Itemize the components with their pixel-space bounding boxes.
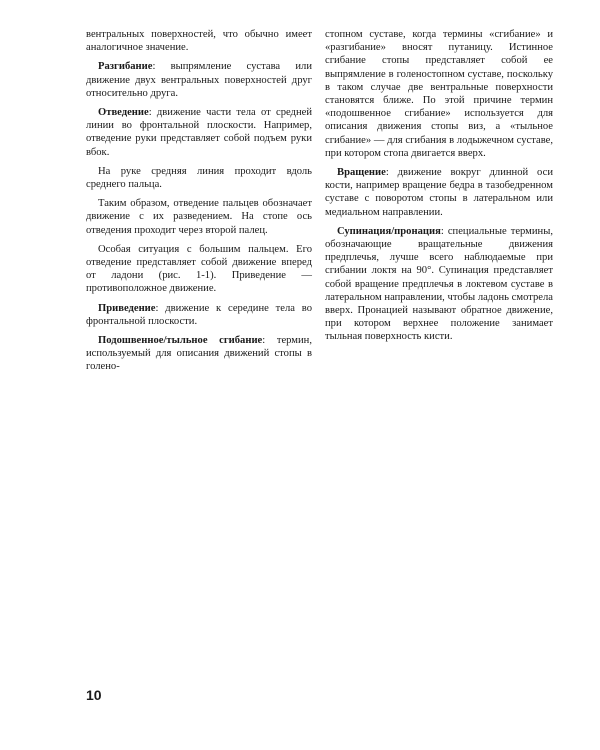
term-plantar-dorsal: Подошвенное/тыльное сгибание	[98, 335, 263, 347]
page-number: 10	[86, 687, 102, 703]
paragraph-adduction	[86, 302, 312, 328]
term-rotation: Вращение	[337, 167, 386, 179]
definition-extension: : выпрямление сустава или движение двух вентральных поверхностей друг относительно друга.	[86, 61, 312, 99]
paragraph-rotation	[325, 166, 553, 219]
paragraph-extension	[86, 60, 312, 100]
paragraph-finger-abduction: Таким образом, отведение пальцев обозначает движение с их разведением. На стопе ось отведения проходит через второй палец.	[86, 198, 312, 236]
term-extension: Разгибание	[98, 61, 153, 73]
definition-plantar-dorsal: : термин, используемый для описания движений стопы в голено-	[86, 335, 312, 373]
definition-adduction: : движение к середине тела во фронтальной плоскости.	[86, 302, 312, 327]
paragraph-continuation: вентральных поверхностей, что обычно имеет аналогичное значение.	[86, 29, 312, 54]
paragraph-continuation-right: стопном суставе, когда термины «сгибание» и «разгибание» вносят путаницу. Истинное сгибание стопы представляет собой ее выпрямление в голеностопном суставе, поскольку в таком случае две вентральные поверхности становятся ближе. По этой причине термин «подошвенное сгибание» используется для описания движения стопы виз, а «тыльное сгибание» — для сгибания в лодыжечном суставе, при котором стопа двигается вверх.	[325, 29, 553, 159]
paragraph-abduction	[86, 106, 312, 159]
paragraph-thumb: Особая ситуация с большим пальцем. Его отведение представляет собой движение вперед от ладони (рис. 1-1). Приведение — противоположное движение.	[86, 243, 312, 295]
term-abduction: Отведение	[98, 107, 149, 119]
definition-rotation: : движение вокруг длинной оси кости, например вращение бедра в тазобедренном суставе с поворотом стопы в латеральном или медиальном направлении.	[325, 167, 553, 218]
right-column	[325, 28, 553, 350]
paragraph-midline: На руке средняя линия проходит вдоль среднего пальца.	[86, 165, 312, 191]
term-supination-pronation: Супинация/пронация	[337, 225, 441, 237]
paragraph-plantar-dorsal	[86, 334, 312, 374]
paragraph-supination-pronation	[325, 225, 553, 344]
definition-abduction: : движение части тела от средней линии во фронтальной плоскости. Например, отведение руки представляет собой подъем руки вбок.	[86, 107, 312, 158]
definition-supination-pronation: : специальные термины, обозначающие вращательные движения предплечья, лучше всего наблюдаемые при сгибании локтя на 90°. Супинация представляет собой вращение предплечья в локтевом суставе в латеральном направлении, чтобы ладонь смотрела вверх. Пронацией называют обратное движение, при котором верхнее положение занимает тыльная поверхность кисти.	[325, 225, 553, 343]
term-adduction: Приведение	[98, 302, 156, 314]
left-column	[86, 28, 312, 380]
